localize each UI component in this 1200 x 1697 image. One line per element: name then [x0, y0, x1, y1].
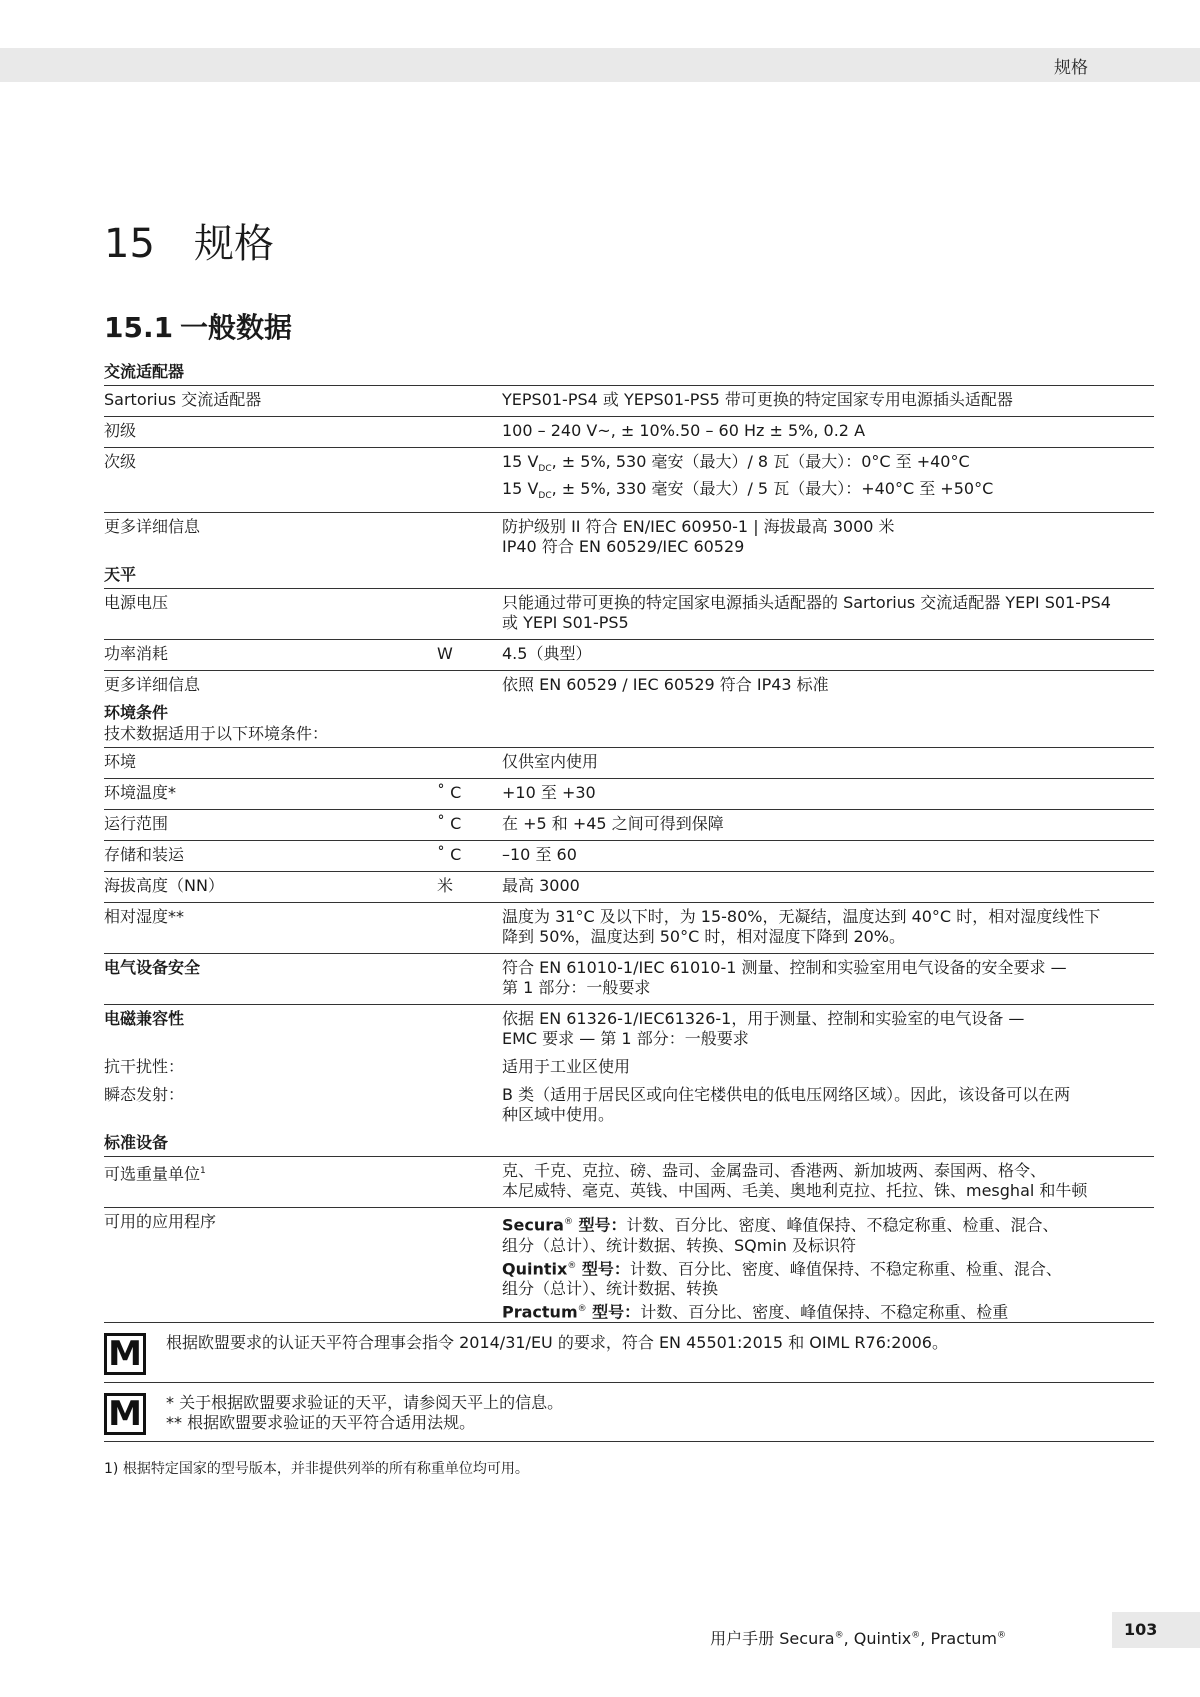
row-label: 更多详细信息: [104, 517, 201, 537]
model-name: Secura: [502, 1215, 564, 1235]
row-label: Sartorius 交流适配器: [104, 390, 262, 409]
row-label: 电气设备安全: [104, 958, 201, 978]
note-line: 根据欧盟要求的认证天平符合理事会指令 2014/31/EU 的要求，符合 EN 45501:2015 和 OIML R76:2006。: [166, 1333, 948, 1352]
product-name: Practum: [930, 1629, 997, 1648]
row-label: 更多详细信息: [104, 675, 201, 695]
table-row: [104, 953, 1154, 1004]
model-suffix: 型号：: [586, 1302, 641, 1322]
chapter-title: [104, 222, 274, 266]
value-line: EMC 要求 — 第 1 部分：一般要求: [502, 1029, 749, 1049]
row-unit: [437, 675, 502, 695]
section-title-text: 一般数据: [180, 311, 293, 344]
row-value: 4.5（典型）: [502, 644, 592, 664]
value-line: 只能通过带可更换的特定国家电源插头适配器的 Sartorius 交流适配器 YEPI S01-PS4: [502, 593, 1111, 613]
group-heading-ac-adapter: 交流适配器: [104, 362, 185, 381]
voltage-text: 15 V: [502, 452, 539, 471]
value-line: 依据 EN 61326-1/IEC61326-1，用于测量、控制和实验室的电气设备 —: [502, 1009, 1025, 1029]
registered-mark: ®: [911, 1630, 921, 1641]
row-label: 瞬态发射：: [104, 1085, 185, 1105]
registered-mark: ®: [563, 1217, 573, 1228]
row-unit: [437, 1212, 502, 1322]
row-unit: ˚ C: [437, 783, 462, 803]
product-name: Quintix: [853, 1629, 912, 1648]
row-value: YEPS01-PS4 或 YEPS01-PS5 带可更换的特定国家专用电源插头适配器: [502, 390, 1013, 409]
section-number: 15.1: [104, 311, 174, 344]
value-line: 温度为 31°C 及以下时，为 15-80%，无凝结，温度达到 40°C 时，相对湿度线性下: [502, 907, 1101, 927]
value-line: 第 1 部分：一般要求: [502, 978, 651, 998]
row-label: 运行范围: [104, 814, 169, 834]
group-heading-environment: 环境条件: [104, 703, 169, 723]
app-entry: [502, 1299, 1154, 1322]
chapter-title-text: 规格: [194, 221, 274, 267]
row-label: 抗干扰性：: [104, 1057, 185, 1077]
row-value: [502, 1161, 1154, 1201]
table-row: [104, 1083, 1154, 1131]
model-name: Practum: [502, 1302, 578, 1322]
row-value: 最高 3000: [502, 876, 580, 896]
voltage-subscript: DC: [538, 464, 552, 475]
group-heading-balance: 天平: [104, 565, 137, 585]
row-value: [502, 1009, 1154, 1049]
chapter-number: 15: [104, 221, 155, 267]
row-value: +10 至 +30: [502, 783, 596, 803]
value-line: 克、千克、克拉、磅、盎司、金属盎司、香港两、新加坡两、泰国两、格令、: [502, 1161, 1047, 1181]
app-entry: [502, 1256, 1154, 1279]
table-row: [104, 871, 1154, 902]
row-unit: [437, 452, 502, 506]
row-unit: [437, 907, 502, 947]
group-subheading: 技术数据适用于以下环境条件：: [104, 724, 329, 744]
table-row: [104, 512, 1154, 563]
value-line: 或 YEPI S01-PS5: [502, 613, 629, 633]
row-label: 电源电压: [104, 593, 169, 613]
note-line: ** 根据欧盟要求验证的天平符合适用法规。: [166, 1413, 476, 1432]
table-row: [104, 639, 1154, 670]
value-line: 本尼威特、毫克、英钱、中国两、毛美、奥地利克拉、托拉、铢、mesghal 和牛顿: [502, 1181, 1088, 1201]
app-list: 组分（总计）、统计数据、转换: [502, 1279, 719, 1299]
app-list: 计数、百分比、密度、峰值保持、不稳定称重、检重: [640, 1302, 1009, 1322]
separator: ,: [920, 1629, 931, 1648]
table-row: [104, 588, 1154, 639]
row-value: 在 +5 和 +45 之间可得到保障: [502, 814, 724, 834]
model-name: Quintix: [502, 1259, 568, 1279]
row-value: [502, 1212, 1154, 1322]
row-value: [502, 452, 1154, 506]
table-row: [104, 670, 1154, 701]
header-band: [0, 48, 1200, 82]
row-unit: [437, 752, 502, 772]
row-value: 依照 EN 60529 / IEC 60529 符合 IP43 标准: [502, 675, 829, 695]
value-line: 符合 EN 61010-1/IEC 61010-1 测量、控制和实验室用电气设备的安全要求 —: [502, 958, 1067, 978]
app-list: 计数、百分比、密度、峰值保持、不稳定称重、检重、混合、: [626, 1215, 1059, 1235]
note-text: [166, 1393, 563, 1433]
row-unit: [437, 593, 502, 633]
table-row: [104, 809, 1154, 840]
row-unit: ˚ C: [437, 814, 462, 834]
row-label: 初级: [104, 421, 137, 440]
table-row: [104, 778, 1154, 809]
page-number: 103: [1112, 1612, 1200, 1648]
table-row: [104, 747, 1154, 778]
manual-prefix: 用户手册: [710, 1629, 780, 1648]
note-line: * 关于根据欧盟要求验证的天平，请参阅天平上的信息。: [166, 1393, 564, 1412]
row-unit: [437, 1009, 502, 1049]
app-list: 组分（总计）、统计数据、转换、SQmin 及标识符: [502, 1235, 857, 1255]
value-line: 防护级别 II 符合 EN/IEC 60950-1 | 海拔最高 3000 米: [502, 517, 895, 537]
footnote-marker: 1: [200, 1166, 206, 1177]
header-label: 规格: [1054, 58, 1088, 78]
metrology-m-icon: M: [104, 1333, 146, 1375]
row-label: 电磁兼容性: [104, 1009, 185, 1029]
voltage-text: 15 V: [502, 479, 539, 499]
voltage-subscript: DC: [538, 491, 552, 502]
row-unit: [437, 1057, 502, 1077]
model-suffix: 型号：: [572, 1215, 627, 1235]
row-unit: [437, 958, 502, 998]
table-row: [104, 840, 1154, 871]
row-value: [502, 1085, 1154, 1125]
table-row: [104, 1055, 1154, 1083]
row-unit: ˚ C: [437, 845, 462, 865]
value-line: 种区域中使用。: [502, 1105, 615, 1125]
table-row: [104, 1004, 1154, 1055]
registered-mark: ®: [577, 1304, 587, 1315]
registered-mark: ®: [567, 1260, 577, 1271]
table-row: [104, 416, 1154, 447]
footnote: 1) 根据特定国家的型号版本，并非提供列举的所有称重单位均可用。: [104, 1461, 529, 1477]
registered-mark: ®: [997, 1630, 1006, 1641]
row-label: 海拔高度（NN）: [104, 876, 224, 896]
footer-manual-title: [710, 1626, 1006, 1649]
row-label: [104, 1161, 437, 1201]
row-unit: [437, 390, 502, 410]
value-line: 降到 50%，温度达到 50°C 时，相对湿度下降到 20%。: [502, 927, 906, 947]
spec-table: [104, 360, 1154, 1328]
row-value: [502, 593, 1154, 633]
table-row: [104, 385, 1154, 416]
row-unit: [437, 1161, 502, 1201]
row-unit: 米: [437, 876, 454, 896]
row-label: 环境温度*: [104, 783, 177, 803]
voltage-spec: , ± 5%, 530 毫安（最大）/ 8 瓦（最大）：0°C 至 +40°C: [551, 452, 970, 471]
row-label: 功率消耗: [104, 644, 169, 664]
row-value: [502, 517, 1154, 557]
value-line: IP40 符合 EN 60529/IEC 60529: [502, 537, 745, 557]
value-line: B 类（适用于居民区或向住宅楼供电的低电压网络区域）。因此，该设备可以在两: [502, 1085, 1071, 1105]
row-unit: [437, 1085, 502, 1125]
section-title: [104, 306, 292, 346]
units-label: 可选重量单位: [104, 1164, 201, 1184]
row-label: 可用的应用程序: [104, 1212, 217, 1232]
model-suffix: 型号：: [576, 1259, 630, 1279]
voltage-spec: , ± 5%, 330 毫安（最大）/ 5 瓦（最大）：+40°C 至 +50°C: [551, 479, 994, 499]
note-text: [166, 1333, 948, 1353]
row-label: 环境: [104, 752, 137, 772]
table-row: [104, 1207, 1154, 1328]
product-name: Secura: [779, 1629, 835, 1648]
metrology-m-icon: M: [104, 1393, 146, 1435]
row-label: 存储和装运: [104, 845, 185, 865]
row-label: 相对湿度**: [104, 907, 185, 927]
row-unit: [437, 517, 502, 557]
app-entry: [502, 1212, 1154, 1235]
table-row: [104, 447, 1154, 512]
note-verification: [104, 1322, 1154, 1381]
row-value: 100 – 240 V~, ± 10%.50 – 60 Hz ± 5%, 0.2 A: [502, 421, 866, 440]
group-heading-standard-equipment: 标准设备: [104, 1133, 169, 1153]
row-unit: [437, 421, 502, 441]
table-row: [104, 902, 1154, 953]
row-value: [502, 907, 1154, 947]
row-value: –10 至 60: [502, 845, 577, 865]
note-footnotes: [104, 1382, 1154, 1442]
table-row: [104, 1156, 1154, 1207]
row-unit: W: [437, 644, 453, 664]
row-label: 次级: [104, 452, 137, 471]
app-list: 计数、百分比、密度、峰值保持、不稳定称重、检重、混合、: [629, 1259, 1062, 1279]
row-value: 仅供室内使用: [502, 752, 599, 772]
registered-mark: ®: [834, 1630, 844, 1641]
separator: ,: [843, 1629, 854, 1648]
row-value: [502, 958, 1154, 998]
row-value: 适用于工业区使用: [502, 1057, 631, 1077]
